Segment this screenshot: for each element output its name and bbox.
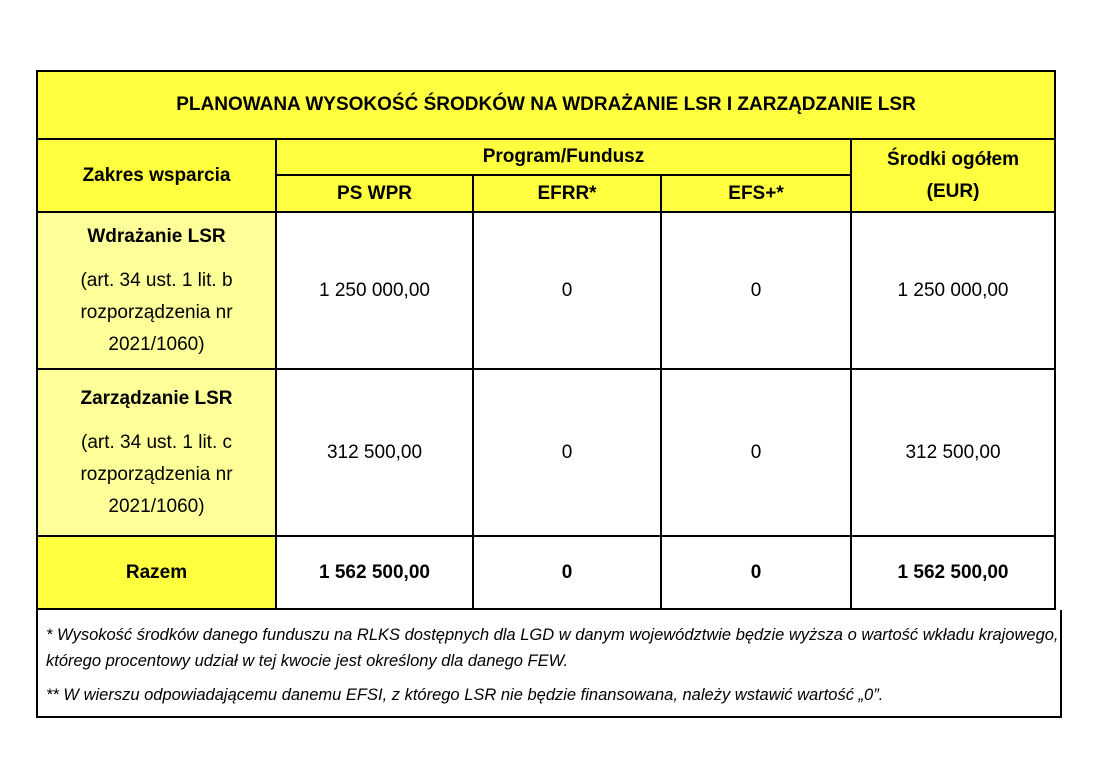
budget-table bbox=[36, 70, 1056, 610]
table-row bbox=[37, 212, 1055, 369]
cell-total: 312 500,00 bbox=[851, 369, 1055, 536]
cell-efs: 0 bbox=[661, 369, 851, 536]
header-scope: Zakres wsparcia bbox=[37, 139, 276, 212]
sum-row bbox=[37, 536, 1055, 609]
header-total-line2: (EUR) bbox=[926, 180, 980, 202]
row-ref-line1: (art. 34 ust. 1 lit. c bbox=[81, 431, 232, 453]
row-ref-line2: rozporządzenia nr bbox=[80, 301, 233, 323]
budget-document bbox=[36, 70, 1059, 718]
sum-label: Razem bbox=[37, 536, 276, 609]
row-ref-line3: 2021/1060) bbox=[108, 333, 205, 355]
header-total-line1: Środki ogółem bbox=[887, 148, 1019, 170]
table-row bbox=[37, 369, 1055, 536]
header-col-efs: EFS+* bbox=[661, 175, 851, 212]
footnote-1: * Wysokość środków danego funduszu na RLKS dostępnych dla LGD w danym województwie będzie wyższa o wartość wkładu krajowego, którego procentowy udział w tej kwocie jest określony dla danego FEW. bbox=[46, 626, 1059, 670]
cell-efrr: 0 bbox=[473, 369, 661, 536]
header-row-1 bbox=[37, 139, 1055, 175]
header-total bbox=[851, 139, 1055, 212]
cell-efrr: 0 bbox=[473, 212, 661, 369]
row-name: Wdrażanie LSR bbox=[87, 225, 226, 247]
row-name: Zarządzanie LSR bbox=[80, 387, 233, 409]
sum-efrr: 0 bbox=[473, 536, 661, 609]
sum-efs: 0 bbox=[661, 536, 851, 609]
cell-ps-wpr: 312 500,00 bbox=[276, 369, 473, 536]
row-label bbox=[37, 369, 276, 536]
header-program-fund: Program/Fundusz bbox=[276, 139, 851, 175]
footnote-2: ** W wierszu odpowiadającemu danemu EFSI, z którego LSR nie będzie finansowana, należy wstawić wartość „0”. bbox=[46, 686, 884, 704]
row-ref-line2: rozporządzenia nr bbox=[80, 463, 233, 485]
row-ref-line3: 2021/1060) bbox=[108, 495, 205, 517]
header-col-ps-wpr: PS WPR bbox=[276, 175, 473, 212]
sum-total: 1 562 500,00 bbox=[851, 536, 1055, 609]
cell-efs: 0 bbox=[661, 212, 851, 369]
title-row bbox=[37, 71, 1055, 139]
cell-total: 1 250 000,00 bbox=[851, 212, 1055, 369]
header-col-efrr: EFRR* bbox=[473, 175, 661, 212]
sum-ps-wpr: 1 562 500,00 bbox=[276, 536, 473, 609]
cell-ps-wpr: 1 250 000,00 bbox=[276, 212, 473, 369]
row-ref-line1: (art. 34 ust. 1 lit. b bbox=[80, 269, 233, 291]
table-title: PLANOWANA WYSOKOŚĆ ŚRODKÓW NA WDRAŻANIE LSR I ZARZĄDZANIE LSR bbox=[37, 71, 1055, 139]
footnotes bbox=[36, 610, 1062, 718]
row-label bbox=[37, 212, 276, 369]
